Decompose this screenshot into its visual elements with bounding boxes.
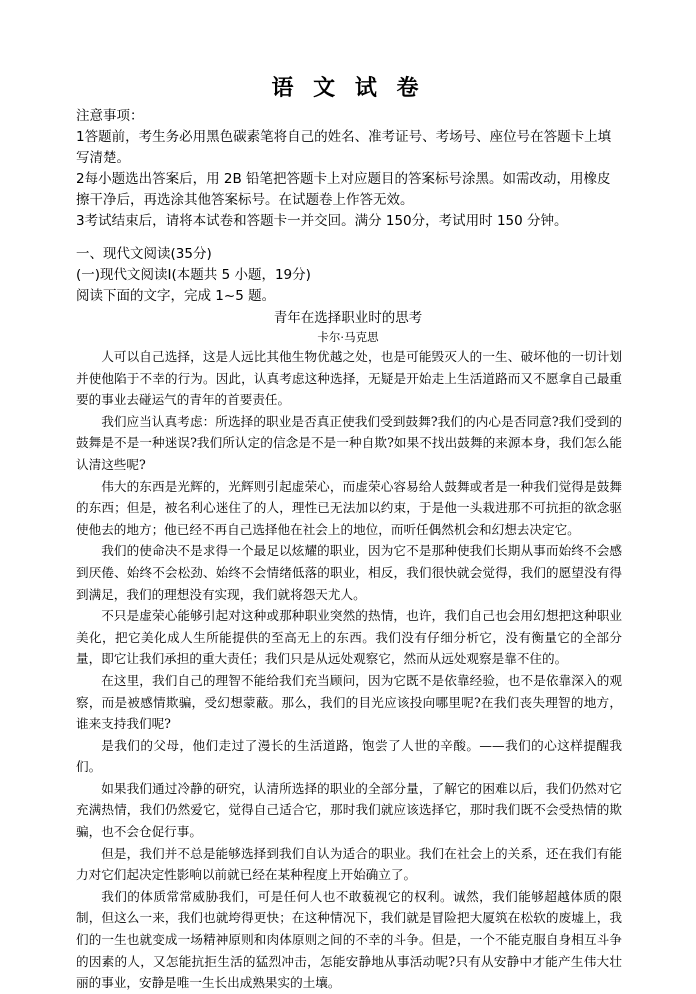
article-paragraph: 我们应当认真考虑：所选择的职业是否真正使我们受到鼓舞?我们的内心是否同意?我们受到的鼓舞是不是一种迷误?我们所认定的信念是不是一种自欺?如果不找出鼓舞的来源本身，我们怎么能认清这些呢? — [76, 413, 622, 472]
article-author: 卡尔·马克思 — [317, 330, 379, 344]
article-paragraph: 我们的体质常常威胁我们，可是任何人也不敢藐视它的权利。诚然，我们能够超越体质的限制，但这么一来，我们也就垮得更快；在这种情况下，我们就是冒险把大厦筑在松软的废墟上，我们的一生也就变成一场精神原则和肉体原则之间的不幸的斗争。但是，一个不能克服自身相互斗争的因素的人，又怎能抗拒生活的猛烈冲击，怎能安静地从事活动呢?只有从安静中才能产生伟大壮丽的事业，安静是唯一生长出成熟果实的土壤。 — [76, 888, 622, 991]
note-item-3: 3考试结束后，请将本试卷和答题卡一并交回。满分 150分，考试用时 150 分钟。 — [76, 213, 568, 229]
notes-heading: 注意事项： — [76, 108, 144, 124]
article-paragraph: 如果我们通过冷静的研究，认清所选择的职业的全部分量，了解它的困难以后，我们仍然对它充满热情，我们仍然爱它，觉得自己适合它，那时我们就应该选择它，那时我们既不会受热情的欺骗，也不会仓促行事。 — [76, 780, 622, 840]
part-title: 一、现代文阅读(35分) — [76, 246, 212, 262]
exam-title: 语 文 试 卷 — [271, 76, 425, 101]
notes-block — [76, 106, 624, 232]
article-paragraph: 在这里，我们自己的理智不能给我们充当顾问，因为它既不是依靠经验，也不是依靠深入的观察，而是被感情欺骗，受幻想蒙蔽。那么，我们的目光应该投向哪里呢?在我们丧失理智的地方，谁来支持我们呢? — [76, 672, 622, 732]
note-item-1: 1答题前，考生务必用黑色碳素笔将自己的姓名、准考证号、考场号、座位号在答题卡上填写清楚。 — [76, 129, 612, 166]
sub-title: (一)现代文阅读Ⅰ(本题共 5 小题，19分) — [76, 267, 311, 283]
reading-instruction: 阅读下面的文字，完成 1~5 题。 — [76, 288, 276, 304]
article-paragraph: 但是，我们并不总是能够选择到我们自认为适合的职业。我们在社会上的关系，还在我们有能力对它们起决定性影响以前就已经在某种程度上开始确立了。 — [76, 845, 622, 883]
article-paragraph: 伟大的东西是光辉的，光辉则引起虚荣心，而虚荣心容易给人鼓舞或者是一种我们觉得是鼓舞的东西；但是，被名利心迷住了的人，理性已无法加以约束，于是他一头栽进那不可抗拒的欲念驱使他去的地方；他已经不再自己选择他在社会上的地位，而听任偶然机会和幻想去决定它。 — [76, 478, 622, 537]
article-paragraph: 我们的使命决不是求得一个最足以炫耀的职业，因为它不是那种使我们长期从事而始终不会感到厌倦、始终不会松劲、始终不会情绪低落的职业，相反，我们很快就会觉得，我们的愿望没有得到满足，我们的理想没有实现，我们就将怨天尤人。 — [76, 543, 622, 602]
note-item-2: 2每小题选出答案后，用 2B 铅笔把答题卡上对应题目的答案标号涂黑。如需改动，用橡皮擦干净后，再选涂其他答案标号。在试题卷上作答无效。 — [76, 171, 611, 208]
article-paragraph: 不只是虚荣心能够引起对这种或那种职业突然的热情，也许，我们自己也会用幻想把这种职业美化，把它美化成人生所能提供的至高无上的东西。我们没有仔细分析它，没有衡量它的全部分量，即它让我们承担的重大责任；我们只是从远处观察它，然而从远处观察是靠不住的。 — [76, 608, 622, 667]
article-paragraph: 人可以自己选择，这是人远比其他生物优越之处，也是可能毁灭人的一生、破坏他的一切计划并使他陷于不幸的行为。因此，认真考虑这种选择，无疑是开始走上生活道路而又不愿拿自己最重要的事业去碰运气的青年的首要责任。 — [76, 349, 622, 408]
article-paragraph: 是我们的父母，他们走过了漫长的生活道路，饱尝了人世的辛酸。——我们的心这样提醒我们。 — [76, 737, 622, 775]
article-body — [76, 346, 622, 994]
section-block — [76, 244, 624, 307]
article-title: 青年在选择职业时的思考 — [273, 310, 423, 326]
